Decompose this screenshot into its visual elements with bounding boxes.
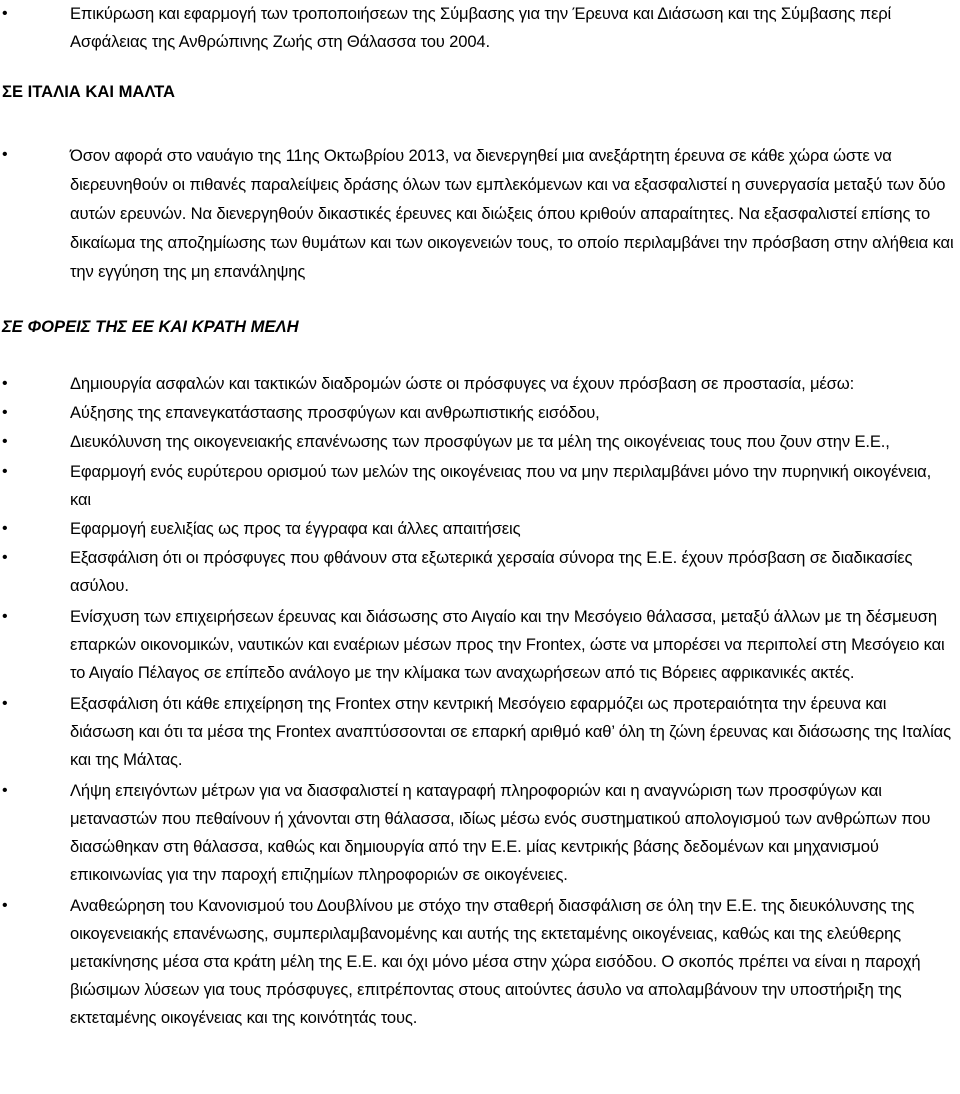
list-item [0,777,960,889]
list-item-text: Αναθεώρηση του Κανονισμού του Δουβλίνου με στόχο την σταθερή διασφάλιση σε όλη την Ε.Ε. της διευκόλυνσης της οικογενειακής επανένωσης, συμπεριλαμβανομένης και αυτής της εκτεταμένης οικογένειας, καθώς και της ελεύθερης μετακίνησης μέσα στα κράτη μέλη της Ε.Ε. και όχι μόνο μέσα στην χώρα εισόδου. Ο σκοπός πρέπει να είναι η παροχή βιώσιμων λύσεων για τους πρόσφυγες, επιτρέποντας στους αιτούντες άσυλο να απολαμβάνουν την υποστήριξη της εκτεταμένης οικογένειας και της κοινότητάς τους. [70,896,921,1027]
bullet-icon: • [2,463,8,480]
list-item-text: Εφαρμογή ευελιξίας ως προς τα έγγραφα και άλλες απαιτήσεις [70,519,521,538]
list-item [0,603,960,687]
list-item-text: Όσον αφορά στο ναυάγιο της 11ης Οκτωβρίου 2013, να διενεργηθεί μια ανεξάρτητη έρευνα σε κάθε χώρα ώστε να διερευνηθούν οι πιθανές παραλείψεις δράσης όλων των εμπλεκόμενων και να εξασφαλιστεί η συνεργασία μεταξύ των δύο αυτών ερευνών. Να διενεργηθούν δικαστικές έρευνες και διώξεις όπου κριθούν απαραίτητες. Να εξασφαλιστεί επίσης το δικαίωμα της αποζημίωσης των θυμάτων και των οικογενειών τους, το οποίο περιλαμβάνει την πρόσβαση στην αλήθεια και την εγγύηση της μη επανάληψης [70,146,954,281]
list-item-text: Λήψη επειγόντων μέτρων για να διασφαλιστεί η καταγραφή πληροφοριών και η αναγνώριση των προσφύγων και μεταναστών που πεθαίνουν ή χάνονται στη θάλασσα, ιδίως μέσω ενός συστηματικού απολογισμού των ανθρώπων που διασώθηκαν στη θάλασσα, καθώς και δημιουργία από την Ε.Ε. μίας κεντρικής βάσης δεδομένων και μηχανισμού επικοινωνίας για την παροχή επιζημίων πληροφοριών σε οικογένειες. [70,781,931,884]
list-item [0,370,960,398]
list-item-text: Διευκόλυνση της οικογενειακής επανένωσης των προσφύγων με τα μέλη της οικογένειας τους που ζουν στην Ε.Ε., [70,432,890,451]
list-item [0,141,960,286]
eu-list [0,370,960,1032]
list-item [0,690,960,774]
list-item [0,428,960,456]
bullet-icon: • [2,375,8,392]
bullet-icon: • [2,520,8,537]
list-item [0,0,960,56]
bullet-icon: • [2,146,8,163]
list-item-text: Εξασφάλιση ότι οι πρόσφυγες που φθάνουν στα εξωτερικά χερσαία σύνορα της Ε.Ε. έχουν πρόσβαση σε διαδικασίες ασύλου. [70,548,913,595]
bullet-icon: • [2,433,8,450]
list-item-text: Αύξησης της επανεγκατάστασης προσφύγων και ανθρωπιστικής εισόδου, [70,403,600,422]
list-item [0,458,960,514]
bullet-icon: • [2,5,8,22]
section-heading-italy-malta: ΣΕ ΙΤΑΛΙΑ ΚΑΙ ΜΑΛΤΑ [2,82,175,101]
section-heading-eu: ΣΕ ΦΟΡΕΙΣ ΤΗΣ ΕΕ ΚΑΙ ΚΡΑΤΗ ΜΕΛΗ [2,317,299,336]
list-item-text: Εξασφάλιση ότι κάθε επιχείρηση της Frontex στην κεντρική Μεσόγειο εφαρμόζει ως προτεραιότητα την έρευνα και διάσωση και ότι τα μέσα της Frontex αναπτύσσονται σε επαρκή αριθμό καθ’ όλη τη ζώνη έρευνας και διάσωσης της Ιταλίας και της Μάλτας. [70,694,951,769]
bullet-icon: • [2,897,8,914]
list-item-text: Επικύρωση και εφαρμογή των τροποποιήσεων της Σύμβασης για την Έρευνα και Διάσωση και της Σύμβασης περί Ασφάλειας της Ανθρώπινης Ζωής στη Θάλασσα του 2004. [70,4,892,51]
list-item [0,892,960,1032]
list-item [0,515,960,543]
bullet-icon: • [2,549,8,566]
bullet-icon: • [2,695,8,712]
list-item [0,544,960,600]
list-item-text: Ενίσχυση των επιχειρήσεων έρευνας και διάσωσης στο Αιγαίο και την Μεσόγειο θάλασσα, μεταξύ άλλων με τη δέσμευση επαρκών οικονομικών, ναυτικών και εναέριων μέσων προς την Frontex, ώστε να μπορέσει να περιπολεί στη Μεσόγειο και το Αιγαίο Πέλαγος σε επίπεδο ανάλογο με την κλίμακα των αναχωρήσεων από τις Βόρειες αφρικανικές ακτές. [70,607,945,682]
bullet-icon: • [2,404,8,421]
bullet-icon: • [2,608,8,625]
bullet-icon: • [2,782,8,799]
list-item-text: Εφαρμογή ενός ευρύτερου ορισμού των μελών της οικογένειας που να μην περιλαμβάνει μόνο την πυρηνική οικογένεια, και [70,462,932,509]
list-item [0,399,960,427]
list-item-text: Δημιουργία ασφαλών και τακτικών διαδρομών ώστε οι πρόσφυγες να έχουν πρόσβαση σε προστασία, μέσω: [70,374,855,393]
